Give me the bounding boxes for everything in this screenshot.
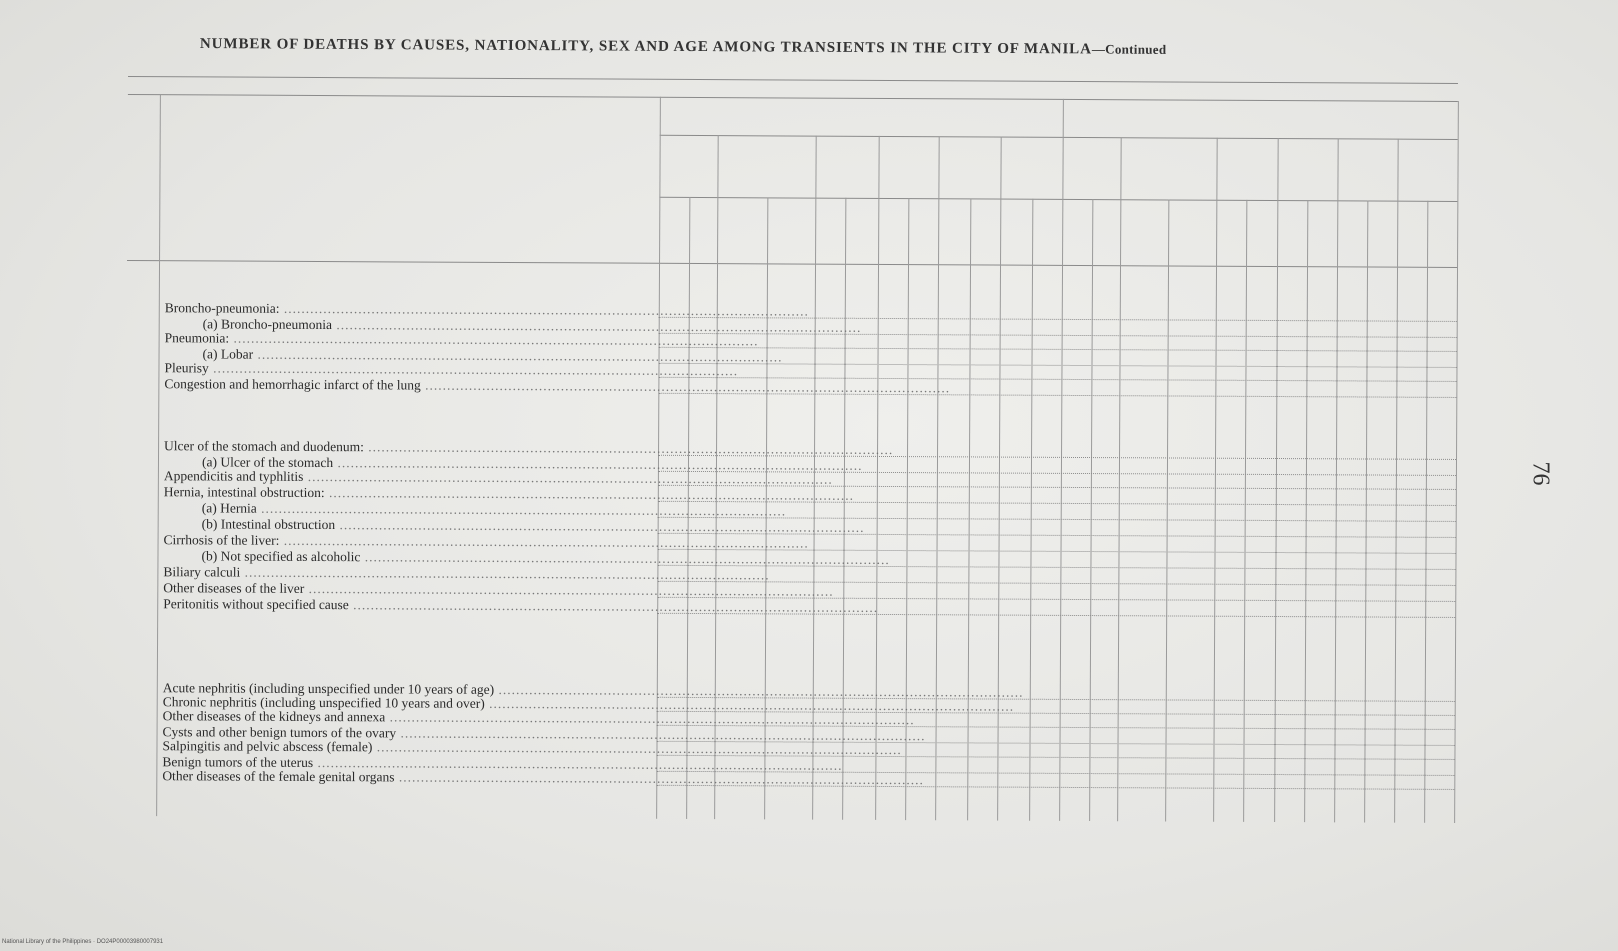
col-rule — [935, 136, 940, 820]
cause-label: Cysts and other benign tumors of the ovary — [162, 724, 397, 741]
col-rule — [997, 137, 1002, 821]
leader-dots: ........................................................................................................................ — [348, 597, 879, 615]
col-rule — [1334, 138, 1339, 822]
cause-label: Other diseases of the female genital organs — [162, 768, 395, 785]
leader-dots: ........................................................................................................................ — [229, 330, 759, 349]
cause-label: Peritonitis without specified cause — [163, 596, 349, 613]
cause-label: Other diseases of the liver — [163, 580, 305, 596]
age-group-1-header — [660, 111, 1063, 113]
cause-label: Cirrhosis of the liver: — [163, 532, 280, 548]
page-title: NUMBER OF DEATHS BY CAUSES, NATIONALITY, SEX AND AGE AMONG TRANSIENTS IN THE CITY OF MANILA—Continued — [199, 36, 1167, 58]
leader-dots: ........................................................................................................................ — [360, 549, 890, 567]
leader-dots: ........................................................................................................................ — [256, 500, 787, 519]
cause-label: Hernia, intestinal obstruction: — [163, 484, 325, 501]
cause-label: Pneumonia: — [164, 330, 230, 346]
cause-of-death — [164, 376, 951, 396]
leader-dots: ........................................................................................................................ — [304, 580, 834, 599]
leader-dots: ........................................................................................................................ — [332, 317, 862, 335]
nationality-header — [1121, 149, 1217, 150]
leader-dots: ........................................................................................................................ — [363, 439, 894, 458]
cause-label: Ulcer of the stomach and duodenum: — [164, 438, 364, 455]
leader-dots: ........................................................................................................................ — [240, 564, 770, 583]
cause-label: (a) Lobar — [202, 346, 254, 362]
age-rule-1 — [660, 135, 1063, 138]
leader-dots: ........................................................................................................................ — [279, 532, 809, 551]
cause-label: Congestion and hemorrhagic infarct of the lung — [164, 376, 421, 393]
col-rule — [1274, 138, 1279, 822]
leader-dots: ........................................................................................................................ — [484, 695, 1015, 714]
section-heading — [215, 626, 635, 628]
leader-dots: ........................................................................................................................ — [420, 377, 951, 396]
scan-credit: National Library of the Philippines · DO24P00003980007931 — [2, 939, 164, 945]
leader-dots: ........................................................................................................................ — [335, 517, 865, 535]
causes-header — [160, 164, 660, 167]
leader-dots: ........................................................................................................................ — [279, 300, 809, 319]
cause-label: (b) Not specified as alcoholic — [201, 548, 361, 565]
leader-dots: ........................................................................................................................ — [313, 754, 843, 773]
col-rule — [1394, 139, 1399, 823]
cause-label: (a) Hernia — [201, 500, 257, 516]
page-number: 76 — [1527, 461, 1554, 486]
statistics-table — [124, 76, 1508, 883]
leader-dots: ........................................................................................................................ — [396, 725, 926, 744]
cause-label: Broncho-pneumonia: — [164, 300, 280, 316]
cause-of-death — [162, 768, 924, 788]
cause-label: Salpingitis and pelvic abscess (female) — [162, 738, 373, 755]
nationality-header — [718, 147, 816, 148]
header-rule-top — [128, 94, 1458, 102]
leader-dots: ........................................................................................................................ — [385, 709, 915, 728]
leader-dots: ........................................................................................................................ — [324, 485, 855, 503]
leader-dots: ........................................................................................................................ — [372, 739, 902, 758]
header-rule-bottom — [127, 260, 1457, 268]
col-rule — [1117, 137, 1122, 821]
cause-of-death — [163, 596, 879, 615]
leader-dots: ........................................................................................................................ — [253, 346, 783, 365]
cause-label: Other diseases of the kidneys and annexa — [162, 708, 386, 725]
leader-dots: ........................................................................................................................ — [494, 681, 1024, 700]
col-rule — [1454, 101, 1459, 823]
col-rule-numbers — [156, 94, 161, 816]
leader-dots: ........................................................................................................................ — [333, 455, 863, 473]
cause-label: Biliary calculi — [163, 564, 241, 580]
leader-dots: ........................................................................................................................ — [303, 468, 833, 487]
cause-label: Pleurisy — [164, 360, 209, 376]
col-rule — [1214, 138, 1219, 822]
cause-label: (a) Ulcer of the stomach — [201, 454, 334, 471]
cause-label: (b) Intestinal obstruction — [201, 516, 336, 533]
cause-label: Benign tumors of the uterus — [162, 754, 314, 770]
intl-list-header — [143, 84, 144, 244]
leader-dots: ........................................................................................................................ — [394, 769, 924, 788]
cause-label: Chronic nephritis (including unspecified 10 years and over) — [162, 694, 485, 711]
cause-label: (a) Broncho-pneumonia — [202, 316, 333, 333]
cause-label: Appendicitis and typhlitis — [163, 468, 304, 484]
age-group-2-header — [1063, 113, 1458, 115]
cause-label: Acute nephritis (including unspecified under 10 years of age) — [162, 680, 495, 697]
leader-dots: ........................................................................................................................ — [208, 360, 739, 379]
